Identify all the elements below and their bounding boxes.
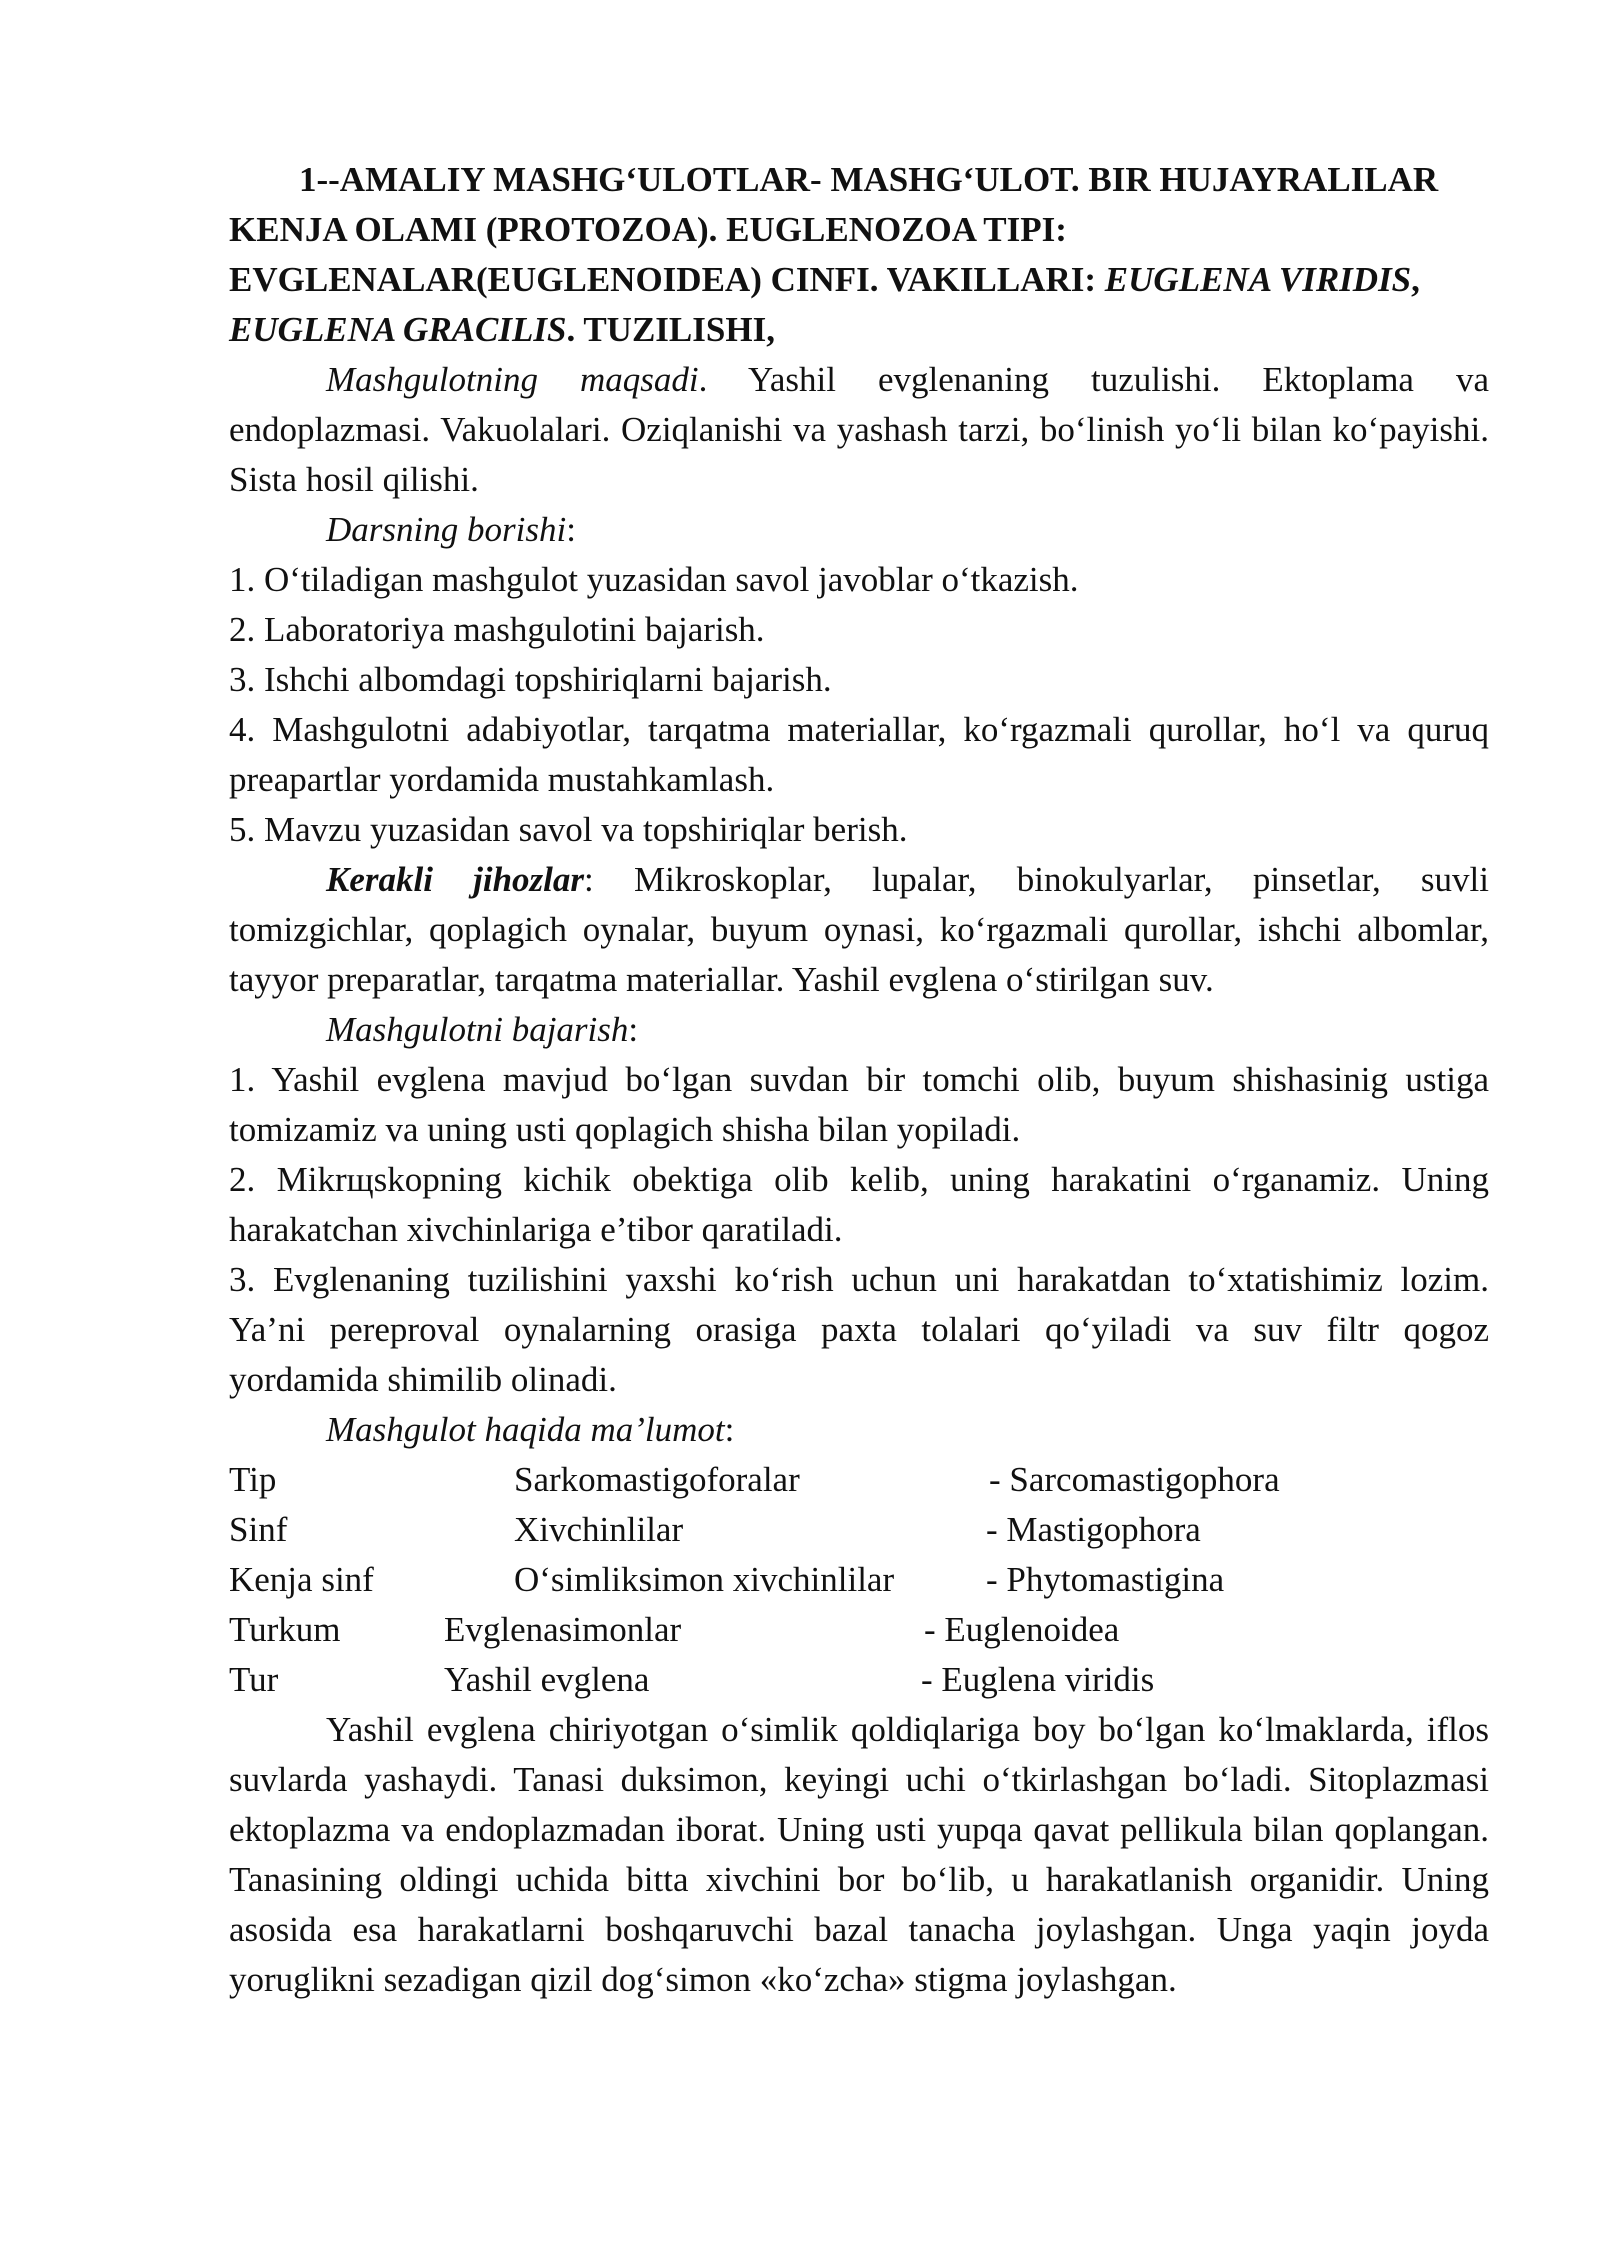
taxonomy-row bbox=[229, 1505, 1489, 1555]
taxonomy-rank: Tur bbox=[229, 1660, 279, 1699]
document-title bbox=[229, 150, 1489, 355]
taxonomy-row bbox=[229, 1605, 1489, 1655]
execution-item: 1. Yashil evglena mavjud bo‘lgan suvdan bir tomchi olib, buyum shishasinig ustiga tomizamiz va uning usti qoplagich shisha bilan yopiladi. bbox=[229, 1060, 1489, 1149]
course-item: 5. Mavzu yuzasidan savol va topshiriqlar berish. bbox=[229, 810, 908, 849]
taxonomy-latin-name: - Phytomastigina bbox=[986, 1560, 1225, 1599]
execution-label: Mashgulotni bajarish bbox=[326, 1010, 629, 1049]
taxonomy-rank: Sinf bbox=[229, 1510, 288, 1549]
taxonomy-uzbek-name: Xivchinlilar bbox=[514, 1510, 684, 1549]
taxonomy-rank: Tip bbox=[229, 1460, 277, 1499]
info-heading bbox=[229, 1405, 1489, 1455]
taxonomy-uzbek-name: O‘simliksimon xivchinlilar bbox=[514, 1560, 895, 1599]
taxonomy-uzbek-name: Sarkomastigoforalar bbox=[514, 1460, 800, 1499]
taxonomy-row bbox=[229, 1455, 1489, 1505]
taxonomy-row bbox=[229, 1655, 1489, 1705]
aim-paragraph bbox=[229, 355, 1489, 505]
course-colon: : bbox=[566, 510, 576, 549]
aim-text: . Yashil evglenaning tuzulishi. Ektoplama va endoplazmasi. Vakuolalari. Oziqlanishi va yashash tarzi, bo‘linish yo‘li bilan ko‘payishi. Sista hosil qilishi. bbox=[229, 360, 1489, 499]
info-colon: : bbox=[724, 1410, 735, 1449]
course-item: 2. Laboratoriya mashgulotini bajarish. bbox=[229, 610, 765, 649]
title-comma: , bbox=[1411, 260, 1420, 299]
execution-item: 2. Mikrщskopning kichik obektiga olib kelib, uning harakatini o‘rganamiz. Uning harakatchan xivchinlariga e’tibor qaratiladi. bbox=[229, 1160, 1489, 1249]
taxonomy-uzbek-name: Yashil evglena bbox=[444, 1660, 650, 1699]
taxonomy-latin-name: - Euglenoidea bbox=[924, 1610, 1120, 1649]
taxonomy-latin-name: - Euglena viridis bbox=[921, 1660, 1155, 1699]
taxonomy-rank: Kenja sinf bbox=[229, 1560, 374, 1599]
taxonomy-latin-name: - Mastigophora bbox=[986, 1510, 1201, 1549]
title-species-euglena-viridis: EUGLENA VIRIDIS bbox=[1104, 260, 1412, 299]
title-text: 1--AMALIY MASHG‘ULOTLAR- MASHG‘ULOT. BIR HUJAYRALILAR KENJA OLAMI (PROTOZOA). EUGLENOZOA TIPI: EVGLENALAR(EUGLENOIDEA) CINFI. VAKILLARI: bbox=[229, 160, 1439, 299]
course-item: 1. O‘tiladigan mashgulot yuzasidan savol javoblar o‘tkazish. bbox=[229, 560, 1079, 599]
course-label: Darsning borishi bbox=[326, 510, 567, 549]
course-item: 3. Ishchi albomdagi topshiriqlarni bajarish. bbox=[229, 660, 832, 699]
taxonomy-uzbek-name: Evglenasimonlar bbox=[444, 1610, 682, 1649]
title-ending: . TUZILISHI, bbox=[566, 310, 775, 349]
execution-colon: : bbox=[628, 1010, 639, 1049]
document-page bbox=[229, 150, 1489, 2005]
taxonomy-rank: Turkum bbox=[229, 1610, 341, 1649]
course-heading bbox=[229, 505, 1489, 555]
description-paragraph: Yashil evglena chiriyotgan o‘simlik qoldiqlariga boy bo‘lgan ko‘lmaklarda, iflos suvlarda yashaydi. Tanasi duksimon, keyingi uchi o‘tkirlashgan bo‘ladi. Sitoplazmasi ektoplazma va endoplazmadan iborat. Uning usti yupqa qavat pellikula bilan qoplangan. Tanasining oldingi uchida bitta xivchini bor bo‘lib, u harakatlanish organidir. Uning asosida esa harakatlarni boshqaruvchi bazal tanacha joylashgan. Unga yaqin joyda yoruglikni sezadigan qizil dog‘simon «ko‘zcha» stigma joylashgan. bbox=[229, 1710, 1489, 1999]
execution-heading bbox=[229, 1005, 1489, 1055]
taxonomy-table bbox=[229, 1455, 1489, 1705]
taxonomy-row bbox=[229, 1555, 1489, 1605]
course-item: 4. Mashgulotni adabiyotlar, tarqatma materiallar, ko‘rgazmali qurollar, ho‘l va quruq preapartlar yordamida mustahkamlash. bbox=[229, 710, 1489, 799]
info-label: Mashgulot haqida ma’lumot bbox=[326, 1410, 725, 1449]
title-species-euglena-gracilis: EUGLENA GRACILIS bbox=[229, 310, 567, 349]
execution-item: 3. Evglenaning tuzilishini yaxshi ko‘rish uchun uni harakatdan to‘xtatishimiz lozim. Ya’ni pereproval oynalarning orasiga paxta tolalari qo‘yiladi va suv filtr qogoz yordamida shimilib olinadi. bbox=[229, 1260, 1489, 1399]
equipment-paragraph bbox=[229, 855, 1489, 1005]
equipment-text: : Mikroskoplar, lupalar, binokulyarlar, pinsetlar, suvli tomizgichlar, qoplagich oynalar, buyum oynasi, ko‘rgazmali qurollar, ishchi albomlar, tayyor preparatlar, tarqatma materiallar. Yashil evglena o‘stirilgan suv. bbox=[229, 860, 1489, 999]
equipment-label: Kerakli jihozlar bbox=[326, 860, 585, 899]
taxonomy-latin-name: - Sarcomastigophora bbox=[989, 1460, 1280, 1499]
aim-label: Mashgulotning maqsadi bbox=[326, 360, 699, 399]
